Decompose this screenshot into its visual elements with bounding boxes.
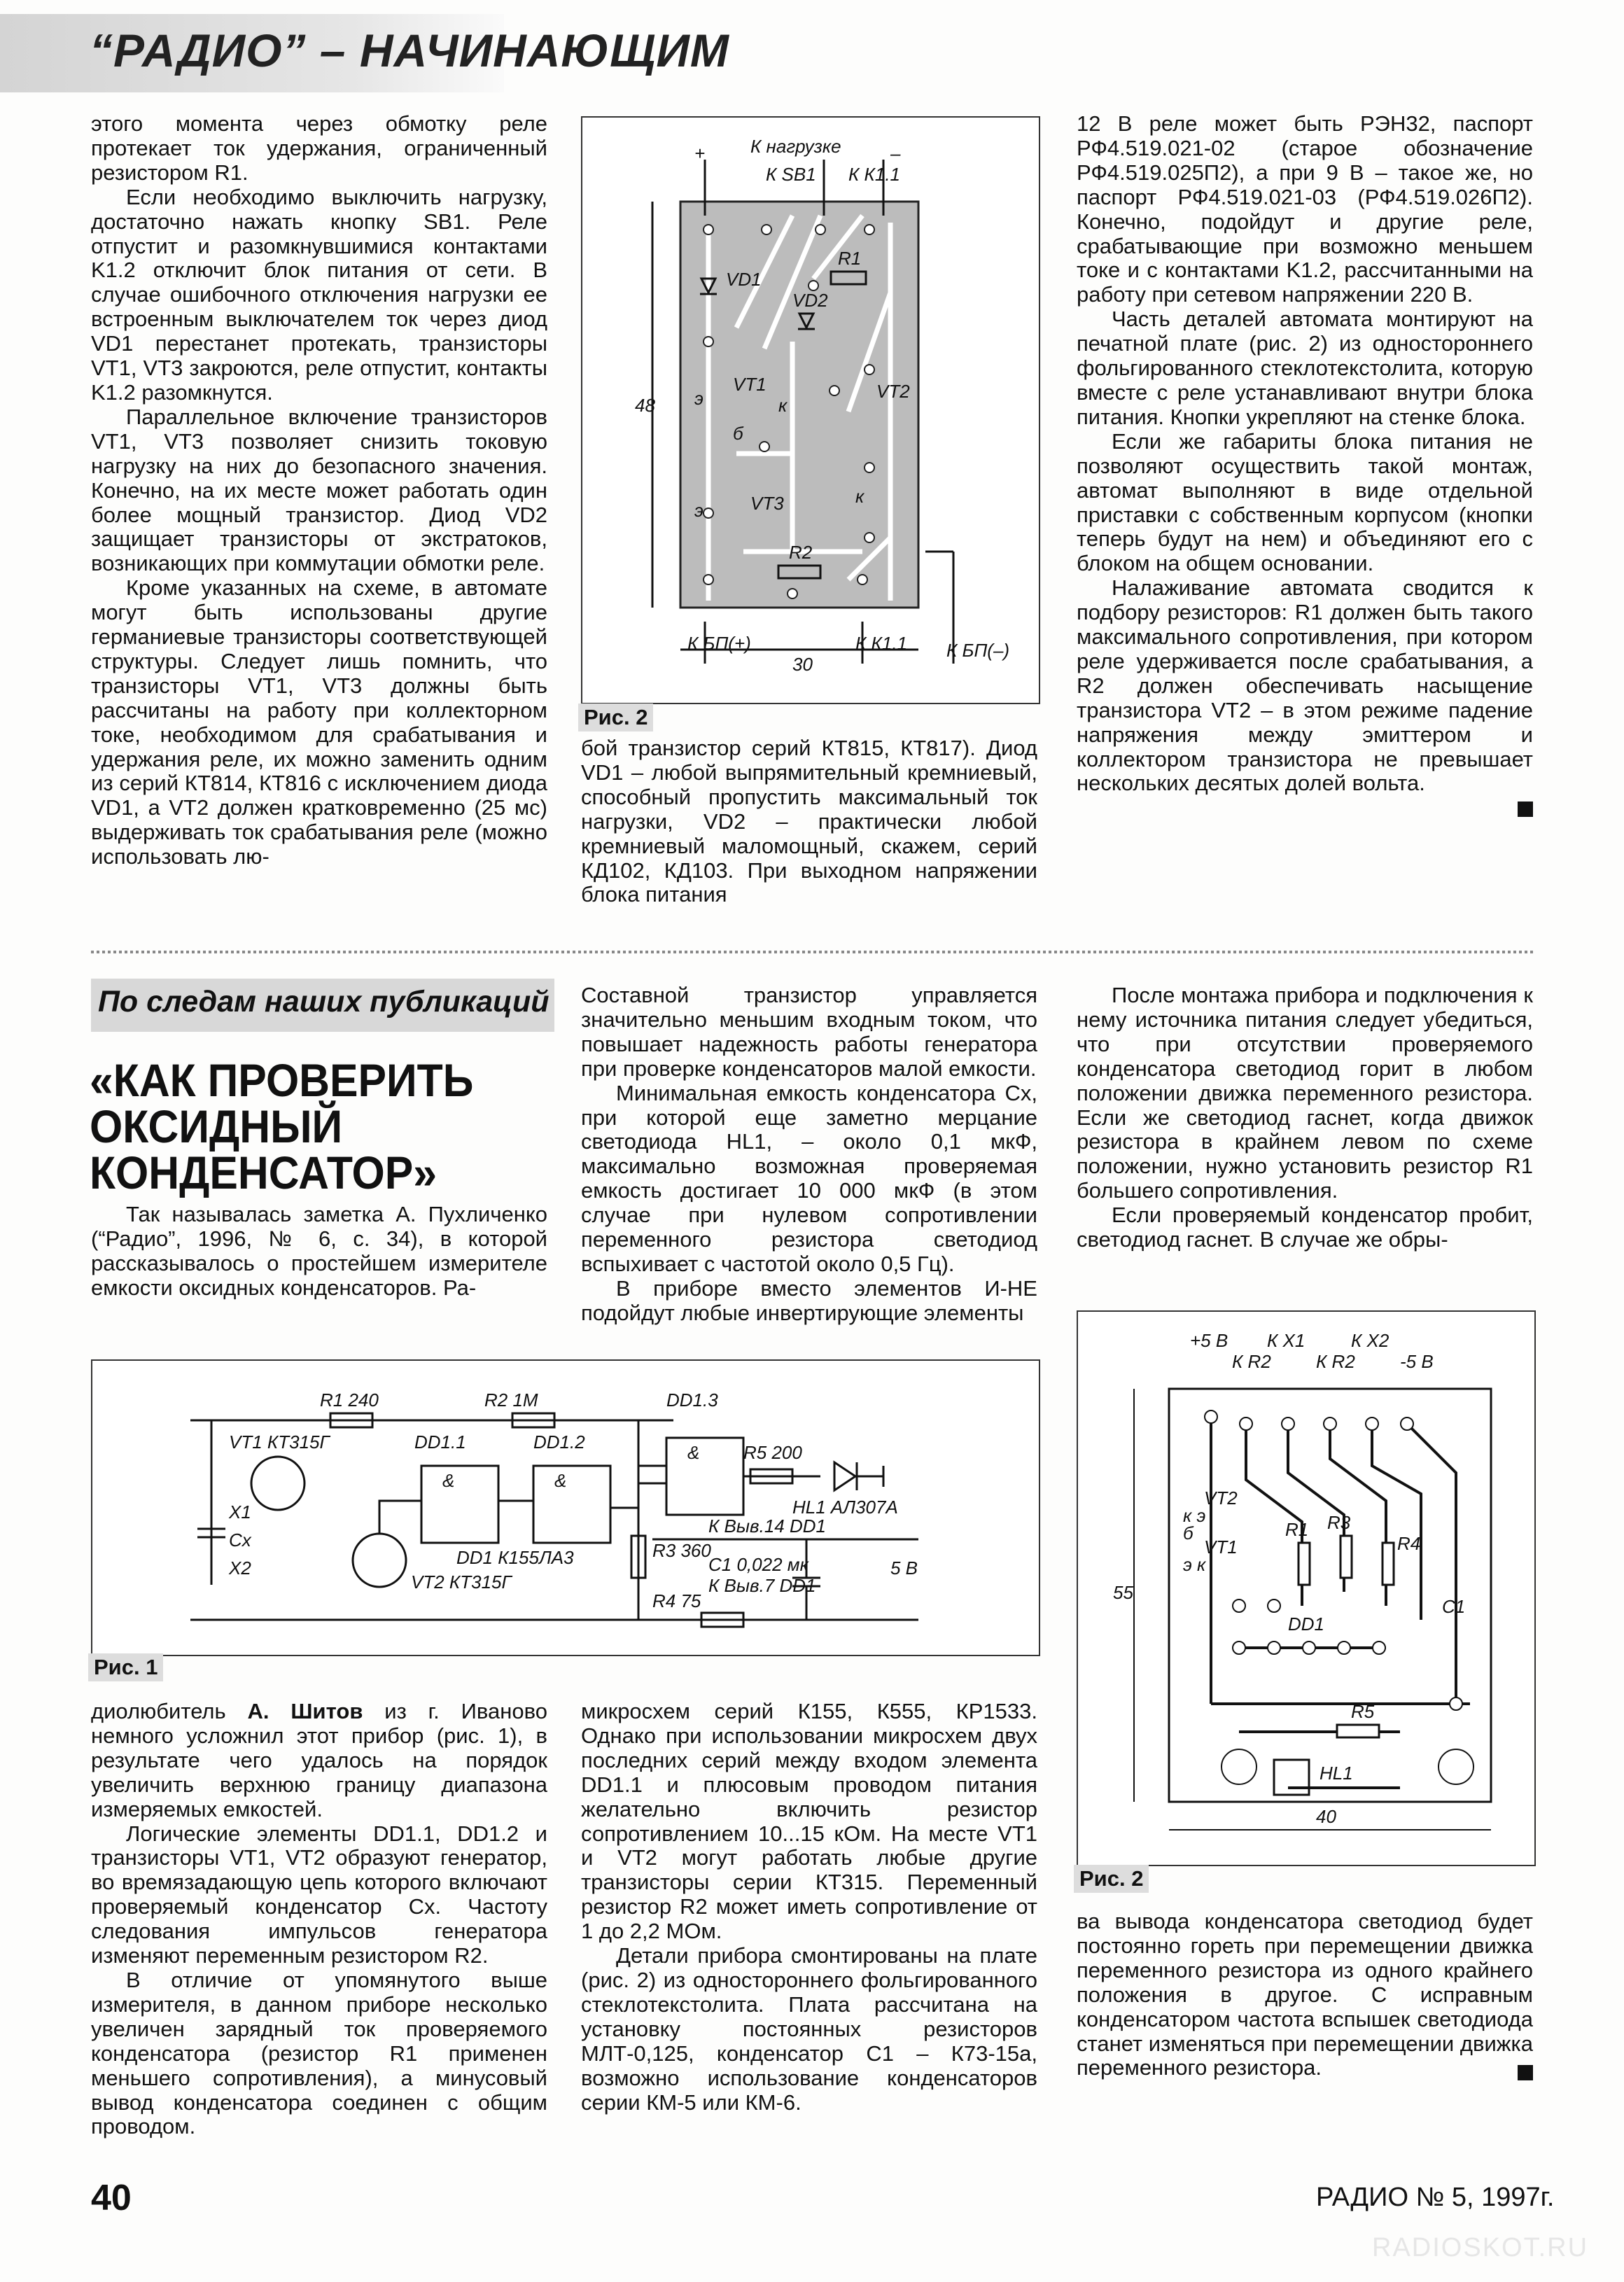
- fig-label: К Выв.7 DD1: [708, 1575, 816, 1596]
- figure-2-pcb-meter: [1077, 1310, 1536, 1866]
- page-number: 40: [91, 2178, 132, 2218]
- fig-label: К нагрузке: [750, 136, 841, 157]
- article-column-3: [1077, 983, 1533, 1252]
- fig-label: –: [890, 143, 901, 164]
- fig-label: R5: [1351, 1701, 1375, 1722]
- fig-label: К К1.1: [855, 633, 908, 654]
- figure-1-schematic: [91, 1359, 1040, 1656]
- fig-label: К БП(–): [946, 640, 1010, 661]
- paragraph: Так называлась заметка А. Пухличенко (“Радио”, 1996, № 6, с. 34), в которой рассказывалось о простейшем измерителе емкости оксидных конденсаторов. Ра-: [91, 1202, 547, 1300]
- fig-label: VT1 КТ315Г: [229, 1432, 330, 1452]
- paragraph: Составной транзистор управляется значительно меньшим входным током, что повышает надежность работы генератора при проверке конденсаторов малой емкости.: [581, 983, 1037, 1081]
- fig-label: HL1: [1320, 1763, 1353, 1784]
- figure-2-pcb-relay: [581, 116, 1040, 704]
- fig-label: К Х2: [1351, 1330, 1390, 1351]
- fig-label: R3 360: [652, 1540, 711, 1561]
- paragraph: бой транзистор серий КТ815, КТ817). Диод VD1 – любой выпрямительный кремниевый, способный пропустить максимальный ток нагрузки, VD2 – практически любой кремниевый маломощный, скажем, серий КД102, КД103. При выходном напряжении блока питания: [581, 736, 1037, 907]
- fig-label: э: [694, 500, 704, 521]
- text-run: из г. Иваново немного усложнил этот прибор (рис. 1), в результате чего удалось на порядок увеличить верхнюю границу диапазона измеряемых емкостей.: [91, 1699, 547, 1821]
- fig-label: &: [554, 1470, 567, 1491]
- bottom-column-2: [581, 1700, 1037, 2115]
- title-line: «КАК ПРОВЕРИТЬ: [90, 1054, 474, 1106]
- fig-label: R1 240: [320, 1390, 379, 1410]
- fig-label: VT2: [876, 381, 910, 402]
- fig-label: R2 1М: [484, 1390, 538, 1410]
- bottom-column-3: [1077, 1910, 1533, 2084]
- fig-label: DD1.3: [666, 1390, 718, 1410]
- fig-label: R4 75: [652, 1590, 701, 1611]
- section-label: По следам наших публикаций: [98, 985, 550, 1018]
- pcb-meter-drawing: [1078, 1312, 1534, 1865]
- paragraph: Налаживание автомата сводится к подбору резисторов: R1 должен быть такого максимального сопротивления, при котором реле удерживается после срабатывания, а R2 должен обеспечивать насыщение транзистора VT2 – в этом режиме падение напряжения между эмиттером и коллектором транзистора не превышает нескольких десятых долей вольта.: [1077, 575, 1533, 796]
- fig-label: &: [442, 1470, 455, 1491]
- paragraph: В приборе вместо элементов И-НЕ подойдут любые инвертирующие элементы: [581, 1275, 1037, 1325]
- fig-label: б: [1183, 1522, 1194, 1544]
- fig-label: э к: [1183, 1554, 1206, 1575]
- figure-caption: Рис. 2: [578, 704, 653, 732]
- fig-label: C1 0,022 мк: [708, 1554, 808, 1575]
- fig-label: DD1 К155ЛА3: [456, 1547, 574, 1568]
- figure-caption: Рис. 2: [1074, 1865, 1149, 1893]
- text-run: диолюбитель: [91, 1699, 248, 1723]
- fig-label: К SB1: [766, 164, 816, 185]
- fig-label: 48: [635, 395, 655, 416]
- pcb-relay-drawing: [582, 118, 1039, 703]
- fig-label: б: [733, 423, 743, 444]
- end-mark: [1518, 802, 1533, 817]
- fig-label: DD1: [1288, 1614, 1325, 1634]
- paragraph: В отличие от упомянутого выше измерителя, в данном приборе несколько увеличен зарядный ток проверяемого конденсатора (резистор R1 применен меньшего сопротивления), а минусовый вывод конденсатора соединен с общим проводом.: [91, 1967, 547, 2139]
- fig-label: VT2: [1204, 1488, 1238, 1508]
- fig-label: VT2 КТ315Г: [411, 1572, 512, 1592]
- top-column-1: [91, 112, 547, 869]
- title-line: КОНДЕНСАТОР»: [90, 1147, 437, 1198]
- fig-label: К Х1: [1267, 1330, 1306, 1351]
- fig-label: VD2: [792, 290, 828, 311]
- paragraph: микросхем серий К155, К555, КР1533. Однако при использовании микросхем двух последних серий между входом элемента DD1.1 и плюсовым проводом питания желательно включить резистор сопротивлением 10...15 кОм. На месте VT1 и VT2 могут работать любые другие транзисторы серии КТ315. Переменный резистор R2 может иметь сопротивление от 1 до 2,2 МОм.: [581, 1699, 1037, 1944]
- fig-label: К Выв.14 DD1: [708, 1516, 826, 1536]
- fig-label: R1: [838, 248, 862, 269]
- paragraph: Детали прибора смонтированы на плате (рис. 2) из одностороннего фольгированного стеклотекстолита. Плата рассчитана на установку постоянных резисторов МЛТ-0,125, конденсатор C1 – К73-15а, возможно использование конденсаторов серии КМ-5 или КМ-6.: [581, 1943, 1037, 2115]
- author-name: А. Шитов: [247, 1699, 363, 1723]
- top-column-3: [1077, 112, 1533, 820]
- fig-label: К R2: [1232, 1351, 1271, 1372]
- paragraph: Логические элементы DD1.1, DD1.2 и транзисторы VT1, VT2 образуют генератор, во времязадающую цепь которого включают проверяемый конденсатор Cx. Частоту следования импульсов генератора изменяют переменным резистором R2.: [91, 1821, 547, 1968]
- fig-label: VT1: [733, 374, 766, 395]
- fig-label: Cx: [229, 1530, 251, 1550]
- fig-label: VT1: [1204, 1536, 1238, 1558]
- fig-label: э: [694, 388, 704, 409]
- top-column-2: [581, 736, 1037, 907]
- fig-label: К R2: [1316, 1351, 1355, 1372]
- fig-label: VT3: [750, 493, 784, 514]
- paragraph: Минимальная емкость конденсатора Cx, при которой еще заметно мерцание светодиода HL1, – около 0,1 мкФ, максимально возможная проверяемая емкость достигает 10 000 мкФ (в этом случае при нулевом сопротивлении переменного резистора светодиод вспыхивает с частотой около 0,5 Гц).: [581, 1080, 1037, 1276]
- watermark: RADIOSKOT.RU: [1372, 2233, 1589, 2262]
- paragraph: Часть деталей автомата монтируют на печатной плате (рис. 2) из одностороннего фольгированного стеклотекстолита, которую вместе с реле устанавливают внутри блока питания. Кнопки укрепляют на стенке блока.: [1077, 307, 1533, 429]
- fig-label: -5 В: [1400, 1351, 1434, 1372]
- fig-label: 5 В: [890, 1558, 918, 1578]
- fig-label: к: [855, 486, 864, 507]
- fig-label: 55: [1113, 1582, 1133, 1603]
- fig-label: 30: [792, 654, 813, 675]
- fig-label: VD1: [726, 269, 762, 290]
- fig-label: к э: [1183, 1505, 1206, 1526]
- article-column-2: [581, 983, 1037, 1326]
- section-divider: [91, 951, 1533, 953]
- paragraph: 12 В реле может быть РЭН32, паспорт РФ4.519.021-02 (старое обозначение РФ4.519.025П2), а при 9 В – такое же, но паспорт РФ4.519.021-03 (РФ4.519.026П2). Конечно, подойдут и другие реле, срабатывающие при возможно меньшем токе и с контактами K1.2, рассчитанными на работу при сетевом напряжении 220 В.: [1077, 111, 1533, 307]
- paragraph: Параллельное включение транзисторов VT1, VT3 позволяет снизить токовую нагрузку на них до безопасного значения. Конечно, на их месте может работать один более мощный транзистор. Диод VD2 защищает транзисторы от экстратоков, возникающих при коммутации обмотки реле.: [91, 404, 547, 576]
- fig-label: X2: [229, 1558, 251, 1578]
- section-header: “РАДИО” – НАЧИНАЮЩИМ: [90, 24, 729, 76]
- fig-label: R2: [789, 542, 813, 563]
- fig-label: R4: [1397, 1533, 1421, 1554]
- end-mark: [1518, 2065, 1533, 2080]
- fig-label: DD1.2: [533, 1432, 585, 1452]
- paragraph: Если необходимо выключить нагрузку, достаточно нажать кнопку SB1. Реле отпустит и разомкнувшимися контактами K1.2 отключит блок питания от сети. В случае ошибочного отключения нагрузки ее встроенным выключателем ток через диод VD1 перестанет протекать, транзисторы VT1, VT3 закроются, реле отпустит, контакты K1.2 разомкнутся.: [91, 184, 547, 405]
- fig-label: R5 200: [743, 1442, 802, 1463]
- issue-info: РАДИО № 5, 1997г.: [1316, 2183, 1555, 2212]
- paragraph: Если проверяемый конденсатор пробит, светодиод гаснет. В случае же обры-: [1077, 1203, 1533, 1252]
- paragraph: Если же габариты блока питания не позволяют осуществить такой монтаж, автомат выполняют в виде отдельной приставки с собственным корпусом (кнопки теперь будут на нем) и объединяют его с блоком на общем основании.: [1077, 428, 1533, 576]
- paragraph: Кроме указанных на схеме, в автомате могут быть использованы другие германиевые транзисторы соответствующей структуры. Следует лишь помнить, что транзисторы VT1, VT3 должны быть рассчитаны на работу при коллекторном токе, необходимом для срабатывания и удержания реле, их можно заменить одним из серий КТ814, КТ816 с исключением диода VD1, а VT2 должен кратковременно (25 мс) выдерживать ток срабатывания реле (можно использовать лю-: [91, 575, 547, 869]
- fig-label: К К1.1: [848, 164, 901, 185]
- fig-label: R3: [1327, 1512, 1351, 1533]
- article-intro: [91, 1203, 547, 1301]
- schematic-drawing: [92, 1361, 1039, 1655]
- fig-label: К БП(+): [687, 633, 751, 654]
- fig-label: DD1.1: [414, 1432, 466, 1452]
- fig-label: +: [694, 143, 706, 164]
- fig-label: к: [778, 395, 788, 416]
- fig-label: R1: [1285, 1519, 1309, 1540]
- fig-label: 40: [1316, 1806, 1336, 1827]
- article-title: [90, 1054, 474, 1198]
- paragraph: ва вывода конденсатора светодиод будет постоянно гореть при перемещении движка переменного резистора из одного крайнего положения в другое. С исправным конденсатором частота вспышек светодиода станет изменяться при перемещении движка переменного резистора.: [1077, 1909, 1533, 2080]
- bottom-column-1: [91, 1700, 547, 2139]
- fig-label: C1: [1442, 1596, 1466, 1617]
- title-line: ОКСИДНЫЙ: [90, 1100, 343, 1152]
- paragraph: После монтажа прибора и подключения к нему источника питания следует убедиться, что при отсутствии проверяемого конденсатора светодиод горит в любом положении движка переменного резистора. Если же светодиод гаснет, когда движок резистора в крайнем левом по схеме положении, нужно установить резистор R1 большего сопротивления.: [1077, 983, 1533, 1203]
- fig-label: &: [687, 1442, 700, 1463]
- fig-label: X1: [229, 1502, 251, 1522]
- fig-label: +5 В: [1190, 1330, 1228, 1351]
- figure-caption: Рис. 1: [88, 1653, 163, 1681]
- paragraph: этого момента через обмотку реле протекает ток удержания, ограниченный резистором R1.: [91, 111, 547, 185]
- fig-label: HL1 АЛ307А: [792, 1497, 898, 1518]
